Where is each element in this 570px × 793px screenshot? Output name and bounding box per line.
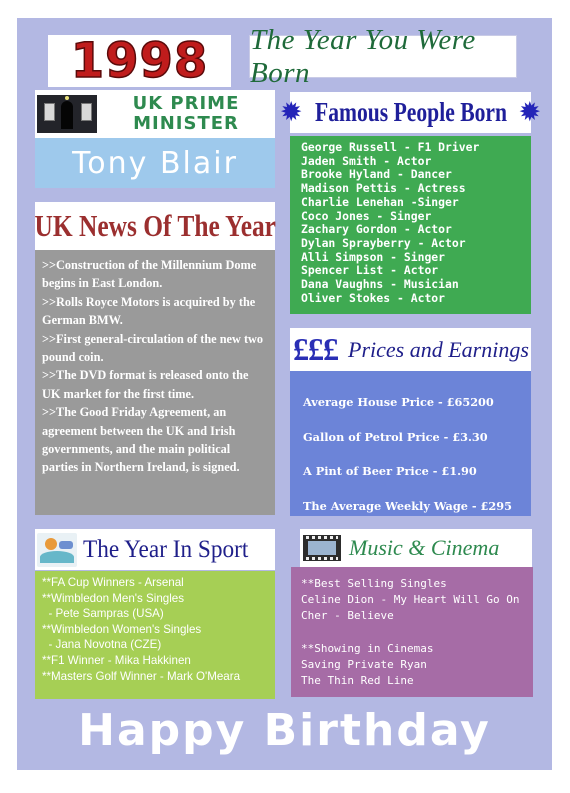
list-item: **FA Cup Winners - Arsenal [42, 576, 184, 589]
list-item: **Wimbledon Men's Singles [42, 591, 185, 605]
prices-list [290, 371, 531, 516]
list-item: **F1 Winner - Mika Hakkinen [42, 653, 191, 667]
list-item: Coco Jones - Singer [301, 208, 432, 223]
list-item: >>First general-circulation of the new two pound coin. [42, 331, 264, 365]
year-text: 1998 [70, 33, 209, 89]
list-item: Cher - Believe [301, 609, 394, 623]
list-item: Average House Price - £65200 [303, 395, 494, 409]
star-burst-icon: ✹ [518, 97, 542, 127]
cinema-heading: **Showing in Cinemas [301, 641, 434, 655]
sport-collage-icon [37, 533, 77, 567]
list-item: >>Rolls Royce Motors is acquired by the German BMW. [42, 294, 256, 328]
list-item: Charlie Lenehan -Singer [301, 194, 459, 209]
list-item: Brooke Hyland - Dancer [301, 167, 452, 182]
uk-news-title: UK News Of The Year [34, 208, 276, 243]
list-item: >>The DVD format is released onto the UK market for the first time. [42, 368, 249, 401]
pound-signs-icon: £££ [293, 331, 338, 367]
music-cinema-title: Music & Cinema [349, 535, 500, 560]
happy-birthday-banner [17, 700, 552, 760]
list-item: >>The Good Friday Agreement, an agreement between the UK and Irish governments, and the main political parties in Northern Ireland, is signed. [42, 405, 240, 475]
page-title: The Year You Were Born [250, 23, 476, 89]
film-strip-icon [303, 535, 341, 561]
famous-people-header [279, 92, 542, 133]
list-item: Dylan Sprayberry - Actor [301, 235, 466, 250]
list-item: Madison Pettis - Actress [301, 181, 466, 196]
famous-people-title: Famous People Born [314, 97, 507, 127]
list-item: Zachary Gordon - Actor [301, 222, 452, 237]
sport-header [35, 529, 275, 570]
title-banner [249, 23, 517, 89]
prime-minister-header [35, 90, 275, 138]
list-item: Dana Vaughns - Musician [301, 277, 459, 292]
list-item: A Pint of Beer Price - £1.90 [303, 464, 477, 478]
list-item: Spencer List - Actor [301, 263, 439, 278]
list-item: - Pete Sampras (USA) [42, 607, 164, 621]
uk-news-header [35, 202, 275, 250]
list-item: - Jana Novotna (CZE) [42, 638, 162, 652]
prices-title: Prices and Earnings [348, 336, 529, 362]
prime-minister-name-box [35, 138, 275, 188]
famous-people-list [290, 136, 531, 314]
list-item: The Average Weekly Wage - £295 [303, 498, 512, 513]
prime-minister-label: UK PRIME MINISTER [132, 93, 240, 134]
singles-heading: **Best Selling Singles [301, 577, 447, 590]
list-item: Celine Dion - My Heart Will Go On [301, 593, 520, 607]
birthday-poster [17, 18, 552, 770]
year-banner [48, 35, 231, 87]
list-item: **Masters Golf Winner - Mark O'Meara [42, 669, 241, 683]
prime-minister-name: Tony Blair [72, 145, 238, 181]
list-item: Jaden Smith - Actor [301, 153, 432, 168]
list-item: The Thin Red Line [301, 674, 414, 688]
list-item: Oliver Stokes - Actor [301, 290, 446, 305]
list-item: >>Construction of the Millennium Dome begins in East London. [42, 258, 257, 291]
happy-birthday-text: Happy Birthday [78, 704, 491, 756]
sport-list [35, 571, 275, 699]
star-burst-icon: ✹ [279, 97, 303, 127]
list-item: George Russell - F1 Driver [301, 140, 480, 154]
music-cinema-list [291, 567, 533, 697]
list-item: Gallon of Petrol Price - £3.30 [303, 429, 488, 444]
list-item: **Wimbledon Women's Singles [42, 622, 202, 636]
uk-news-list [35, 250, 275, 515]
list-item: Alli Simpson - Singer [301, 249, 446, 264]
list-item: Saving Private Ryan [301, 657, 427, 671]
prices-header [290, 328, 531, 371]
downing-street-door-icon [37, 95, 97, 133]
music-cinema-header [300, 529, 532, 567]
sport-title: The Year In Sport [83, 535, 249, 563]
